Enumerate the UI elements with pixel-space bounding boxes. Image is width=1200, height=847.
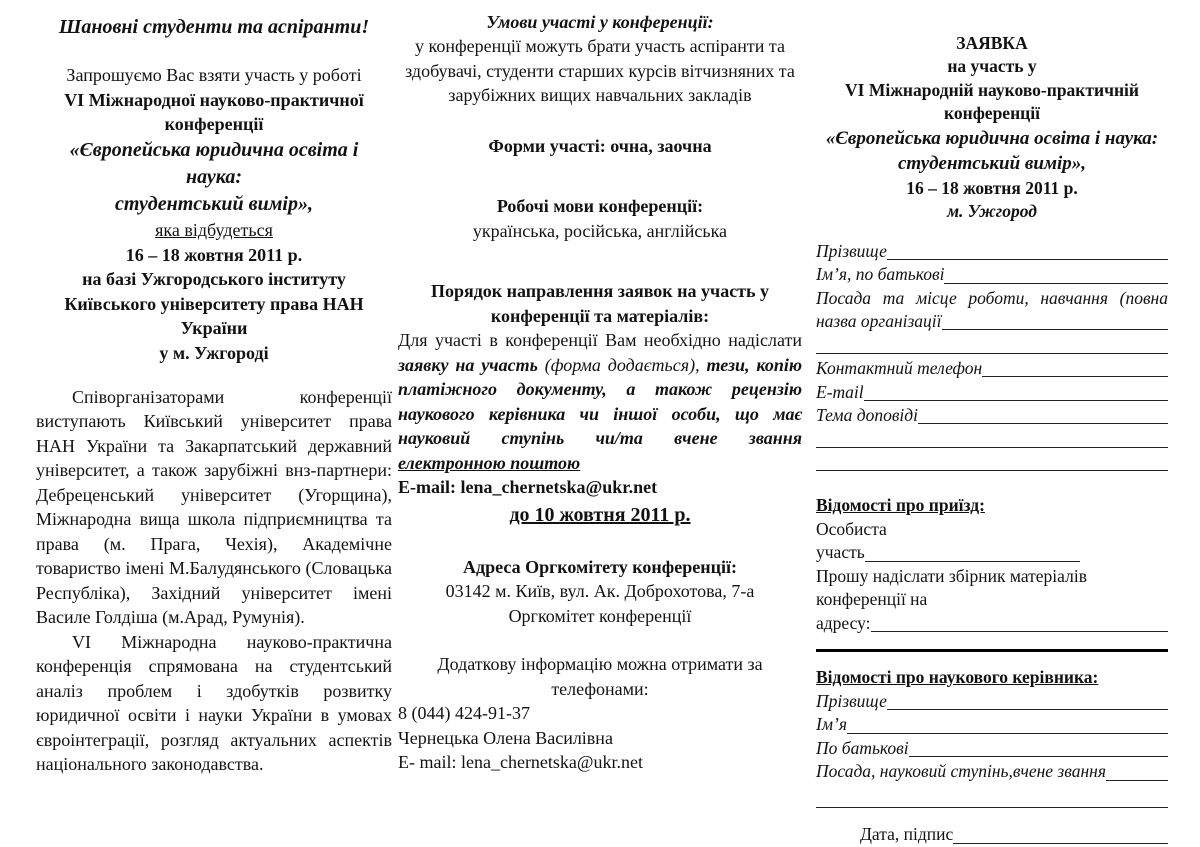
phone-number: 8 (044) 424-91-37 [398, 703, 530, 724]
arrival-personal: Особиста [816, 518, 887, 539]
greeting-title: Шановні студенти та аспіранти! [58, 16, 370, 38]
venue-line4: у м. Ужгороді [159, 342, 269, 363]
thick-divider [816, 649, 1168, 652]
application-title: ЗАЯВКА [956, 33, 1028, 53]
advisor-patronymic [816, 737, 1168, 761]
field-position-label-line2: назва організації [816, 311, 942, 332]
blank-line [887, 709, 1168, 710]
field-surname-label: Прізвище [816, 240, 887, 261]
field-email-label: E-mail [816, 381, 864, 402]
blank-line [942, 329, 1168, 330]
arrival-heading: Відомості про приїзд: [816, 495, 985, 516]
field-email [816, 380, 1168, 404]
field-name-patronymic [816, 263, 1168, 287]
field-position-line2 [816, 310, 1168, 334]
application-sub2: VI Міжнародній науково-практичній [845, 79, 1139, 100]
blank-line [909, 756, 1168, 757]
address-heading: Адреса Оргкомітету конференції: [463, 556, 737, 577]
address-line2: Оргкомітет конференції [508, 605, 692, 626]
application-conf-name1: «Європейська юридична освіта і наука: [825, 127, 1159, 149]
info-phones-note: Додаткову інформацію можна отримати за телефонами: [437, 654, 763, 699]
submission-run-documents: тези, копію платіжного документу, а також рецензію наукового керівника чи іншої особи, що має науковий ступінь чи/та вчене звання [398, 354, 802, 449]
submission-email: E-mail: lena_chernetska@ukr.net [398, 477, 658, 498]
blank-line [953, 843, 1168, 844]
advisor-surname [816, 690, 1168, 714]
conference-dates: 16 – 18 жовтня 2011 р. [125, 244, 303, 265]
blank-line [816, 807, 1168, 808]
advisor-heading: Відомості про наукового керівника: [816, 667, 1099, 688]
submission-heading: Порядок направлення заявок на участь у конференції та матеріалів: [430, 281, 770, 326]
will-be-held-line: яка відбудеться [155, 220, 273, 241]
conference-name-line3: студентський вимір», [115, 192, 313, 215]
field-position-label-line1: Посада та місце роботи, навчання (повна [816, 287, 1168, 308]
conditions-text: у конференції можуть брати участь аспіранти та здобувачі, студенти старших курсів вітчизняних та зарубіжних вищих навчальних закладів [405, 36, 795, 106]
advisor-name-label: Ім’я [816, 714, 847, 735]
invite-line: Запрошуємо Вас взяти участь у роботі [66, 65, 362, 86]
venue-line3: України [180, 318, 248, 339]
date-signature-label: Дата, підпис [860, 824, 954, 845]
blank-line [864, 400, 1168, 401]
advisor-position-label: Посада, науковий ступінь,вчене звання [816, 761, 1106, 782]
participation-forms: Форми участі: очна, заочна [488, 135, 712, 156]
purpose-paragraph: VI Міжнародна науково-практична конференція спрямована на студентський аналіз проблем і здобутків розвитку юридичної освіти і науки України в умовах євроінтеграції, розгляд актуальних аспектів національного законодавства. [36, 631, 392, 774]
field-topic [816, 404, 1168, 428]
conference-number-line2: конференції [164, 114, 264, 135]
conference-name-line2: наука: [185, 165, 242, 188]
application-dates: 16 – 18 жовтня 2011 р. [906, 177, 1078, 198]
advisor-surname-label: Прізвище [816, 690, 887, 711]
blank-row [816, 451, 1168, 475]
blank-row [816, 788, 1168, 812]
submission-run-by-email: електронною поштою [398, 452, 581, 473]
blank-line [944, 283, 1168, 284]
arrival-participation [816, 541, 1168, 565]
conditions-heading: Умови участі у конференції: [486, 12, 714, 32]
application-sub3: конференції [944, 103, 1040, 124]
application-city: м. Ужгород [947, 201, 1037, 222]
conference-name-line1: «Європейська юридична освіта і [69, 138, 359, 161]
field-contact-phone-label: Контактний телефон [816, 358, 983, 379]
blank-line [982, 376, 1168, 377]
address-line1: 03142 м. Київ, вул. Ак. Доброхотова, 7-а [445, 581, 755, 602]
venue-line2: Київського університету права НАН [64, 293, 364, 314]
advisor-name [816, 713, 1168, 737]
field-name-patronymic-label: Ім’я, по батькові [816, 264, 945, 285]
arrival-address [816, 612, 1168, 636]
date-signature [860, 823, 1168, 847]
submission-paragraph [398, 328, 802, 475]
venue-line1: на базі Ужгородського інституту [82, 269, 346, 290]
blank-line [865, 561, 1080, 562]
blank-line [816, 353, 1168, 354]
contact-person: Чернецька Олена Василівна [398, 727, 613, 748]
blank-line [816, 447, 1168, 448]
blank-line [1106, 780, 1168, 781]
application-conf-name2: студентський вимір», [897, 153, 1087, 175]
application-sub1: на участь у [947, 56, 1037, 77]
arrival-send-line1: Прошу надіслати збірник матеріалів [816, 565, 1087, 586]
blank-line [847, 733, 1168, 734]
field-contact-phone [816, 357, 1168, 381]
contact-email: E- mail: lena_chernetska@ukr.net [398, 751, 643, 772]
panel-conditions [398, 10, 802, 777]
field-topic-label: Тема доповіді [816, 405, 919, 426]
languages-heading: Робочі мови конференції: [496, 196, 704, 217]
advisor-patronymic-label: По батькові [816, 737, 909, 758]
panel-application-form [816, 10, 1168, 845]
panel-invitation [36, 10, 392, 777]
field-surname [816, 240, 1168, 264]
submission-run-form-note: (форма додається), [544, 354, 700, 375]
languages-list: українська, російська, англійська [472, 220, 728, 241]
blank-line [871, 631, 1168, 632]
arrival-address-label: адресу: [816, 612, 871, 633]
blank-row [816, 427, 1168, 451]
conference-number-line: VI Міжнародної науково-практичної [64, 89, 364, 110]
advisor-position [816, 760, 1168, 784]
blank-line [887, 259, 1168, 260]
arrival-participation-label: участь [816, 542, 865, 563]
submission-run-application: заявку на участь [398, 354, 545, 375]
arrival-send-line2: конференції на [816, 589, 928, 610]
deadline: до 10 жовтня 2011 р. [509, 503, 691, 526]
blank-row [816, 333, 1168, 357]
blank-line [816, 470, 1168, 471]
organizers-paragraph: Співорганізаторами конференції виступають Київський університет права НАН України та Закарпатський державний університет, а також зарубіжні внз-партнери: Дебреценський університет (Угорщина), Міжнародна вища школа підприємництва та права (м. Прага, Чехія), Академічне товариство імені М.Балудянського (Словацька Республіка), Західний університет імені Василе Голдіша (м.Арад, Румунія). [36, 386, 392, 628]
submission-run-regular: Для участі в конференції Вам необхідно надіслати [398, 330, 802, 351]
blank-line [918, 423, 1168, 424]
form-fields [816, 240, 1168, 475]
